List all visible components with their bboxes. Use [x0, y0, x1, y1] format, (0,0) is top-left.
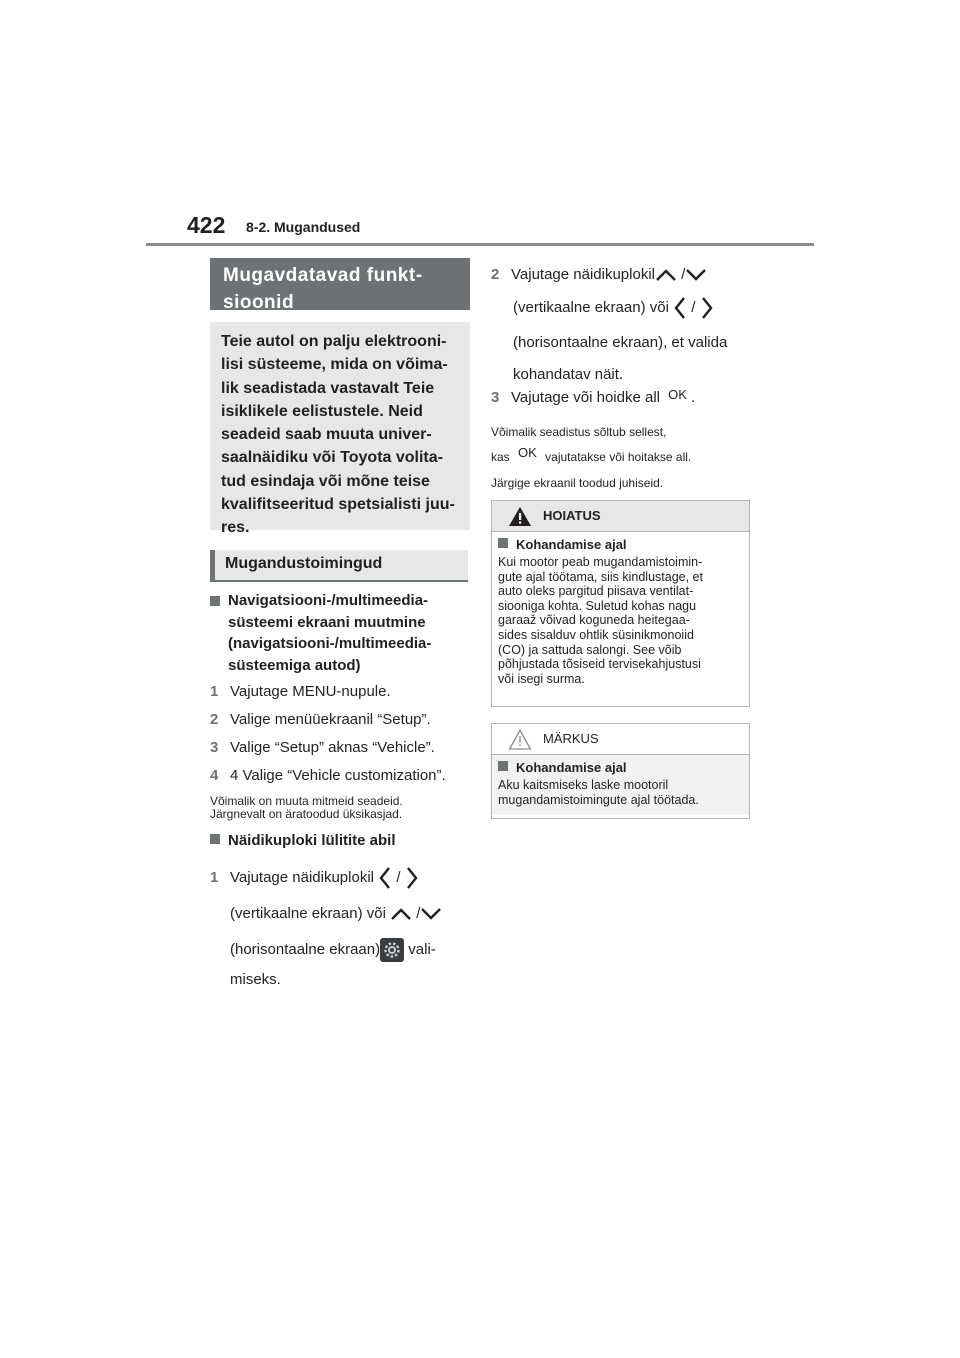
step-text: Vajutage MENU-nupule.	[230, 683, 391, 700]
step-number: 1	[210, 869, 219, 886]
step-text: (horisontaalne ekraan)	[230, 941, 381, 958]
nav-heading-text: Navigatsiooni-/multimeedia- süsteemi ekraani muutmine (navigatsiooni-/multimeedia- süsteemiga autod)	[228, 592, 432, 674]
step-text: Vajutage või hoidke all	[511, 389, 660, 406]
warning-text: Kui mootor peab mugandamistoimin- gute ajal töötama, siis kindlustage, et auto oleks pargitud piisava ventilat- siooniga kohta. Suletud kohas nagu garaaž võivad koguneda heitegaa- sides sisalduv ohtlik süsinikmonoiid (CO) ja sattuda salongi. See võib põhjustada tõsiseid tervisekahjustusi või isegi surma.	[498, 555, 703, 686]
notice-header	[492, 724, 749, 755]
chevron-up-icon	[655, 268, 677, 282]
separator-slash: /	[691, 299, 696, 316]
list-item	[491, 258, 761, 386]
chevron-down-icon	[420, 907, 442, 921]
nav-note: Võimalik on muuta mitmeid seadeid. Järgnevalt on äratoodud üksikasjad.	[210, 794, 403, 821]
step-text: vali-	[408, 941, 436, 958]
notice-text: Aku kaitsmiseks laske mootoril mugandamistoimingute ajal töötada.	[498, 778, 699, 807]
page-number: 422	[187, 212, 226, 238]
switch-heading	[210, 830, 472, 852]
separator-slash: /	[396, 869, 401, 886]
list-item	[210, 710, 472, 730]
step-text: kohandatav näit.	[513, 366, 624, 383]
bullet-square-icon	[498, 538, 508, 548]
step-text: 4 Valige “Vehicle customization”.	[230, 767, 446, 784]
step-text: .	[690, 389, 696, 406]
bullet-square-icon	[498, 761, 508, 771]
step-text: (horisontaalne ekraan), et valida	[513, 334, 728, 351]
warning-box	[491, 500, 750, 707]
step-text: Valige menüüekraanil “Setup”.	[230, 711, 431, 728]
separator-slash: /	[416, 905, 421, 922]
subsection-heading: Mugandustoimingud	[210, 550, 468, 580]
step-text: (vertikaalne ekraan) või	[230, 905, 386, 922]
warning-subheading-text: Kohandamise ajal	[516, 537, 627, 552]
notice-box	[491, 723, 750, 819]
note-line: Järgige ekraanil toodud juhiseid.	[491, 476, 664, 490]
notice-subheading-text: Kohandamise ajal	[516, 760, 627, 775]
step-text: Vajutage näidikuplokil	[511, 266, 655, 283]
chevron-up-icon	[390, 907, 412, 921]
notice-title: MÄRKUS	[543, 731, 599, 746]
list-item	[210, 682, 472, 702]
chevron-left-icon	[673, 296, 687, 320]
warning-triangle-icon	[508, 506, 532, 527]
note-text: vajutatakse või hoitakse all.	[545, 450, 692, 464]
list-item	[210, 862, 472, 996]
step-text: Vajutage näidikuplokil	[230, 869, 374, 886]
warning-header	[492, 501, 749, 532]
nav-section	[210, 590, 472, 852]
gear-icon	[380, 938, 404, 962]
ok-button-icon: OK	[668, 387, 687, 402]
topic-banner: Mugavdatavad funkt- sioonid	[210, 258, 470, 310]
chevron-down-icon	[685, 268, 707, 282]
section-title: 8-2. Mugandused	[246, 219, 361, 235]
note-line: Võimalik seadistus sõltub sellest,	[491, 425, 667, 439]
chevron-right-icon	[405, 866, 419, 890]
list-item	[210, 766, 472, 786]
step-number: 3	[210, 739, 219, 756]
chevron-right-icon	[700, 296, 714, 320]
switch-heading-text: Näidikuploki lülitite abil	[228, 832, 396, 849]
caution-triangle-icon	[508, 729, 532, 750]
step-number: 1	[210, 683, 219, 700]
list-item	[210, 738, 472, 758]
header-rule	[146, 243, 814, 246]
note-text: kas	[491, 450, 510, 464]
bullet-square-icon	[210, 834, 220, 844]
step-text: miseks.	[230, 971, 281, 988]
nav-heading	[210, 590, 472, 676]
step-number: 2	[210, 711, 219, 728]
step-number: 4	[210, 767, 219, 784]
intro-panel: Teie autol on palju elektrooni- lisi süsteeme, mida on võima- lik seadistada vastavalt Teie isiklikele eelistustele. Neid seadeid saab muuta univer- saalnäidiku või Toyota volita- tud esindaja või mõne teise kvalifitseeritud spetsialisti juu- res.	[210, 322, 470, 530]
warning-subheading	[498, 536, 743, 554]
notice-subheading	[498, 759, 743, 777]
ok-button-icon: OK	[518, 445, 537, 460]
bullet-square-icon	[210, 596, 220, 606]
note-line	[491, 445, 692, 464]
separator-slash: /	[681, 266, 686, 283]
step-text: (vertikaalne ekraan) või	[513, 299, 669, 316]
list-item	[491, 388, 761, 408]
step-number: 3	[491, 389, 500, 406]
subsection-rule	[210, 580, 468, 582]
step-number: 2	[491, 266, 500, 283]
chevron-left-icon	[378, 866, 392, 890]
step-text: Valige “Setup” aknas “Vehicle”.	[230, 739, 435, 756]
warning-title: HOIATUS	[543, 508, 601, 523]
